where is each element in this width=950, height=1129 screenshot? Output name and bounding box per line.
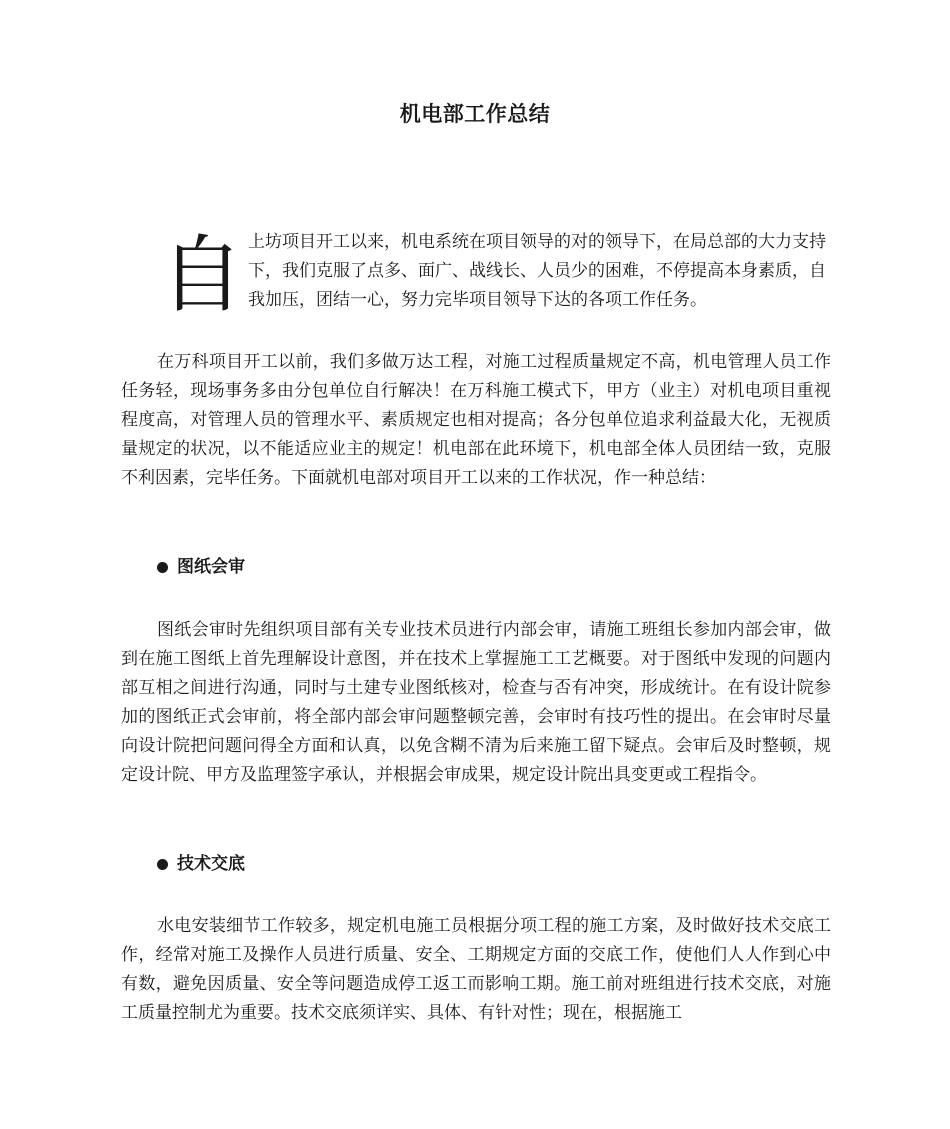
section-heading-drawing-review	[157, 553, 245, 582]
paragraph-drawing-review: 图纸会审时先组织项目部有关专业技术员进行内部会审，请施工班组长参加内部会审，做到在施工图纸上首先理解设计意图，并在技术上掌握施工工艺概要。对于图纸中发现的问题内部互相之间进行沟通，同时与土建专业图纸核对，检查与否有冲突，形成统计。在有设计院参加的图纸正式会审前，将全部内部会审问题整顿完善，会审时有技巧性的提出。在会审时尽量向设计院把问题问得全方面和认真，以免含糊不清为后来施工留下疑点。会审后及时整顿，规定设计院、甲方及监理签字承认，并根据会审成果，规定设计院出具变更或工程指令。	[121, 620, 831, 785]
intro-text: 上坊项目开工以来，机电系统在项目领导的对的领导下，在局总部的大力支持下，我们克服了点多、面广、战线长、人员少的困难，不停提高本身素质，自我加压，团结一心，努力完毕项目领导下达的各项工作任务。	[248, 232, 826, 310]
section-heading-text: 技术交底	[177, 854, 245, 874]
document-title: 机电部工作总结	[399, 102, 551, 126]
drop-cap: 自	[160, 226, 245, 324]
section-heading-text: 图纸会审	[177, 557, 245, 577]
paragraph-technical-briefing: 水电安装细节工作较多，规定机电施工员根据分项工程的施工方案，及时做好技术交底工作，经常对施工及操作人员进行质量、安全、工期规定方面的交底工作，使他们人人作到心中有数，避免因质量、安全等问题造成停工返工而影响工期。施工前对班组进行技术交底，对施工质量控制尤为重要。技术交底须详实、具体、有针对性；现在，根据施工	[121, 916, 831, 1023]
section-heading-technical-briefing	[157, 850, 245, 879]
bullet-icon	[157, 562, 168, 573]
bullet-icon	[157, 859, 168, 870]
intro-block	[160, 226, 840, 326]
paragraph-intro-context: 在万科项目开工以前，我们多做万达工程，对施工过程质量规定不高，机电管理人员工作任务轻，现场事务多由分包单位自行解决！在万科施工模式下，甲方（业主）对机电项目重视程度高，对管理人员的管理水平、素质规定也相对提高；各分包单位追求利益最大化，无视质量规定的状况，以不能适应业主的规定！机电部在此环境下，机电部全体人员团结一致，克服不利因素，完毕任务。下面就机电部对项目开工以来的工作状况，作一种总结：	[121, 352, 831, 488]
